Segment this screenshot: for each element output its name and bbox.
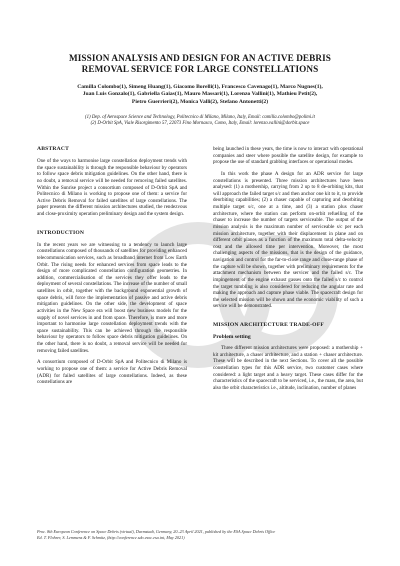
abstract-heading: ABSTRACT	[37, 146, 70, 152]
affiliations	[36, 115, 364, 128]
tradeoff-heading: MISSION ARCHITECTURE TRADE-OFF	[213, 322, 324, 328]
footer-line-2: Ed. T. Flohrer, S. Lemmens & F. Schmitz, (http://conference.sdo.esoc.esa.int, May 2021)	[37, 534, 185, 540]
author-line-3: Pietro Guerrieri(2), Monica Valli(2), Stefano Antonetti(2)	[131, 98, 269, 105]
body-paragraph-3: Three different mission architectures were proposed: a mothership + kit architecture, a chaser architecture, and a station + chaser architecture. These will be described in the next Sections. To cover all the possible constellation types for this ADR service, two customer cases where considered: a light target and a heavy target. These cases differ for the characteristics of the spacecraft to be serviced, i.e., the mass, the area, but also the orbit characteristics i.e., altitude, inclination, number of planes	[213, 345, 363, 391]
body-paragraph-1: being launched in these years, the time is now to interact with operational companies and steer where possible the satellite design, for example to propose the use of standard grabbing interfaces or operational modes.	[213, 146, 363, 166]
introduction-paragraph-1: In the recent years we are witnessing to a tendency to launch large constellations composed of thousands of satellites for providing enhanced telecommunication services, such as broadband internet from Low Earth Orbit. The rising needs for enhanced services from space leads to the design of more complicated constellation configuration geometries. In addition, commercialisation of the services they offer leads to the deployment of several constellations. The increase of the number of small satellites in orbit, together with the background exponential growth of space debris, will force the implementation of passive and active debris mitigation guidelines. On the other side, the development of space activities in the New Space era will boost new business models for the supply of novel services in and from space. Therefore, is more and more important to harmonise large constellation deployment trends with the space sustainability. This can be achieved through the responsible behaviour by operators to follow space debris mitigation guidelines. On the other hand, there is no doubt, a removal service will be needed for removing failed satellites.	[37, 241, 187, 354]
abstract-paragraph: One of the ways to harmonise large constellation deployment trends with the space sustainability is through the responsible behaviour by operators to follow space debris mitigation guidelines. On the other hand, there is no doubt, a removal service will be needed for removing failed satellites. Within the Sunrise project a consortium composed of D-Orbit SpA and Politecnico di Milano is working to propose one of them: a service for Active Debris Removal for failed satellites of large constellations. The paper presents the different mission architectures studied, the rendezvous and close-proximity operation preliminary design and the system design.	[37, 158, 187, 217]
problem-setting-heading: Problem setting	[213, 334, 251, 340]
paper-title-line-1: MISSION ANALYSIS AND DESIGN FOR AN ACTIVE DEBRIS	[68, 53, 332, 63]
introduction-heading: INTRODUCTION	[37, 229, 85, 236]
introduction-paragraph-2: A consortium composed of D-Orbit SpA and Politecnico di Milano is working to propose one of them: a service for Active Debris Removal (ADR) for failed satellites of large constellations. Indeed, as these constellations are	[37, 359, 187, 386]
left-column	[37, 146, 187, 391]
affiliation-2: (2) D-Orbit SpA, Viale Risorgimento 57, 22073 Fino Mornasco, Como, Italy, Email: lorenzo.vallini@dorbit.space	[90, 121, 310, 127]
paper-title	[40, 53, 360, 74]
page-footer	[37, 529, 363, 540]
author-line-1: Camilla Colombo(1), Simeng Huang(1), Giacomo Borelli(1), Francesco Cavenago(1), Marco Nugnes(1),	[77, 84, 323, 90]
paper-title-line-2: REMOVAL SERVICE FOR LARGE CONSTELLATIONS	[81, 63, 319, 74]
body-paragraph-2: In this work the phase A design for an ADR service for large constellations is presented. Three mission architectures have been analysed: (1) a mothership, carrying from 2 up to 8 de-orbiting kits, that will approach the failed target s/c and then anchor one kit to it, to provide deorbiting capabilities; (2) a chaser capable of capturing and deorbiting multiple target s/c, one at a time, and (3) a station plus chaser architecture, where the station can perform on-orbit refuelling of the chaser to increase the number of targets serviceable. The output of the mission analysis is the maximum number of serviceable s/c per each mission architecture, together with their displacement in plane and on different orbit planes as a function of the maximum total delta-velocity cost and the allowed time per intervention. Moreover, the most challenging aspects of the missions, that is the design of the guidance, navigation and control for the far-to-close range and close-range phase of the capture will be shown, together with preliminary requirements for the attachment mechanism between the servicer and the failed s/c. The impingement of the engine exhaust gasses onto the failed s/c to control the target tumbling is also considered for reducing the angular rate and making the approach and capture phase viable. The spacecraft design for the selected mission will be shown and the economic viability of such a service will be demonstrated.	[213, 170, 363, 310]
affiliation-1: (1) Dep. of Aerospace Science and Technology, Politecnico di Milano, Milano, Italy, Email: camilla.colombo@polimi.it	[85, 115, 315, 120]
author-line-2: Juan Luis Gonzalo(1), Gabriella Gaias(1), Mauro Massari(1), Lorenzo Vallini(1), Mathieu Petit(2),	[82, 91, 318, 98]
footer-line-1: Proc. 8th European Conference on Space Debris (virtual), Darmstadt, Germany, 20–23 April 2021, published by the ESA Space Debris Office	[37, 529, 276, 534]
right-column	[213, 146, 363, 396]
author-list	[36, 84, 364, 106]
